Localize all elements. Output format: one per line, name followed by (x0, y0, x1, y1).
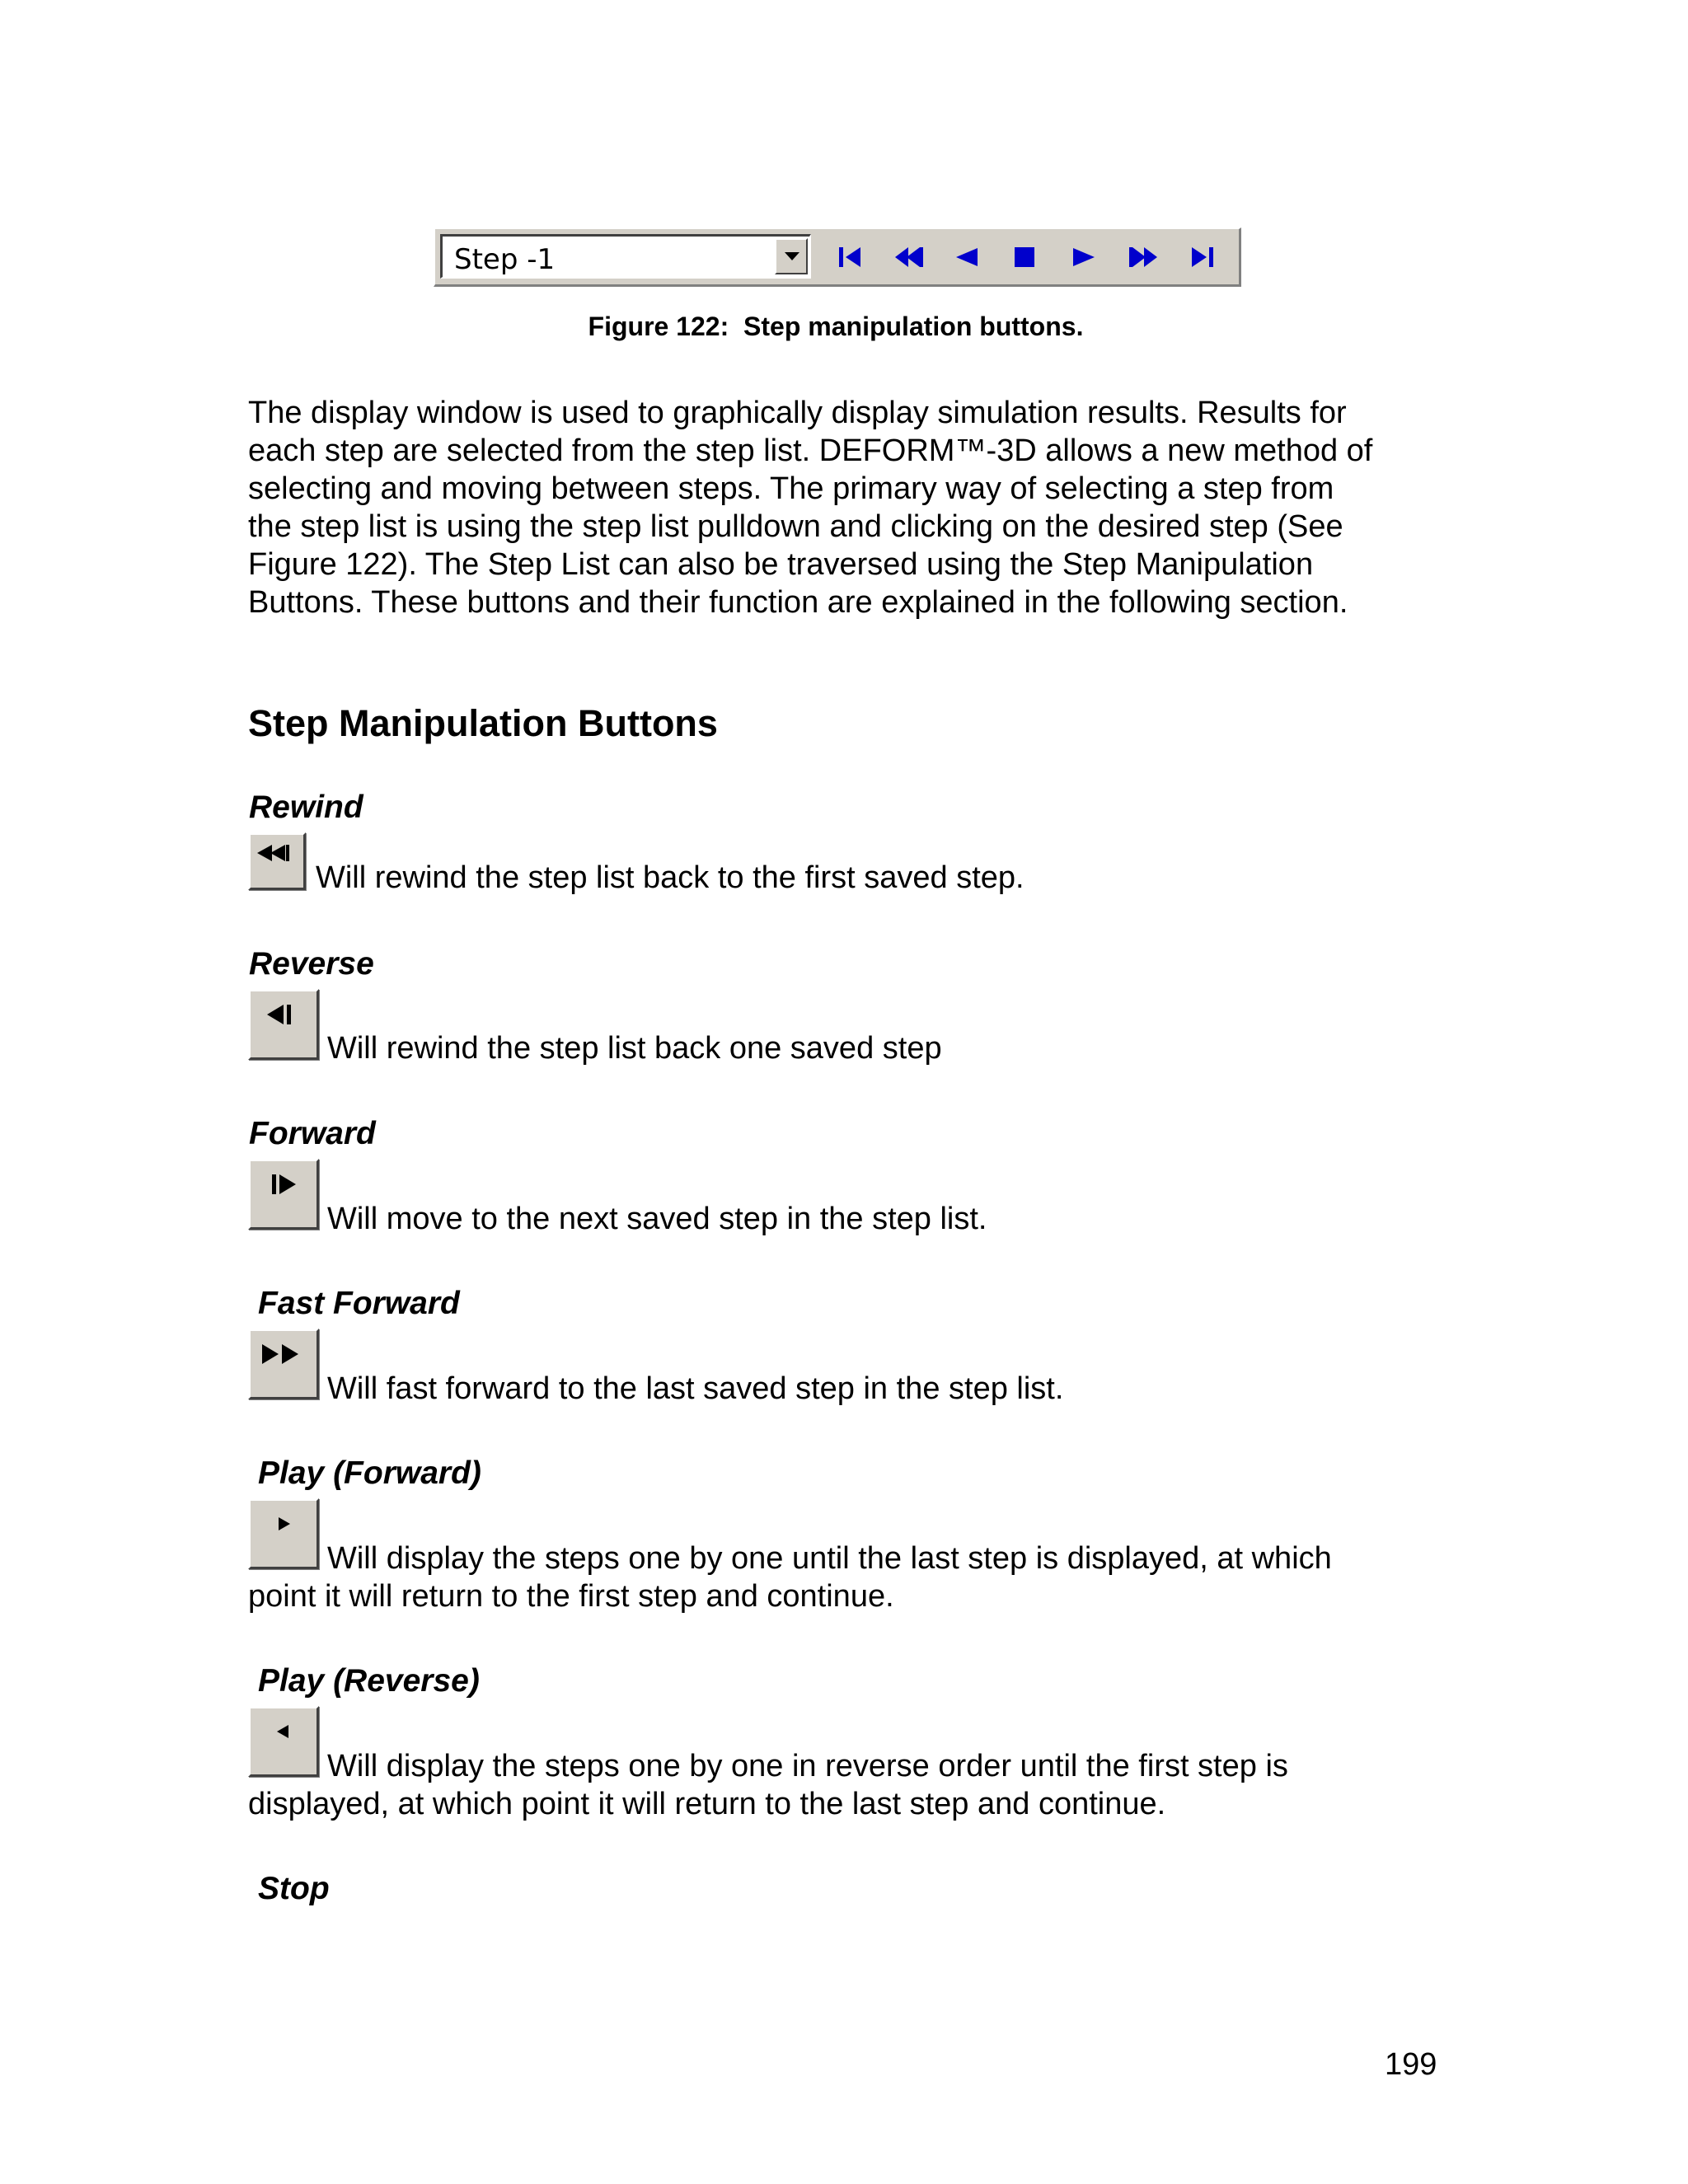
intro-line: Buttons. These buttons and their function are explained in the following section. (248, 585, 1348, 620)
intro-line: selecting and moving between steps. The primary way of selecting a step from (248, 471, 1334, 506)
fast-forward-text: Will fast forward to the last saved step in the step list. (327, 1371, 1064, 1406)
reverse-text: Will rewind the step list back one saved step (327, 1031, 942, 1066)
first-step-icon[interactable] (831, 241, 872, 274)
stop-title: Stop (258, 1871, 330, 1906)
chevron-down-icon[interactable] (775, 238, 808, 274)
figure-caption: Figure 122: Step manipulation buttons. (588, 312, 1084, 341)
play-forward-icon (248, 1498, 319, 1569)
intro-line: Figure 122). The Step List can also be traversed using the Step Manipulation (248, 547, 1314, 582)
play-reverse-icon[interactable] (946, 241, 987, 274)
fast-forward-icon (248, 1329, 319, 1399)
forward-title: Forward (249, 1116, 376, 1151)
intro-line: the step list is using the step list pulldown and clicking on the desired step (See (248, 509, 1343, 544)
section-heading: Step Manipulation Buttons (248, 702, 718, 744)
forward-text: Will move to the next saved step in the step list. (327, 1202, 987, 1236)
play-reverse-title: Play (Reverse) (258, 1663, 480, 1699)
play-forward-title: Play (Forward) (258, 1455, 481, 1491)
stop-icon[interactable] (1004, 241, 1045, 274)
step-list-value: Step -1 (454, 243, 556, 276)
fast-forward-title: Fast Forward (258, 1286, 460, 1321)
step-list-dropdown[interactable] (440, 234, 811, 279)
last-step-icon[interactable] (1182, 241, 1223, 274)
rewind-title: Rewind (249, 790, 363, 825)
rewind-icon[interactable] (889, 241, 930, 274)
play-reverse-text-line2: displayed, at which point it will return to the last step and continue. (248, 1787, 1166, 1821)
step-toolbar (434, 227, 1241, 287)
intro-paragraph (248, 394, 1468, 621)
play-reverse-text-line1: Will display the steps one by one in reverse order until the first step is (327, 1749, 1288, 1783)
step-back-icon (248, 989, 319, 1060)
play-forward-icon[interactable] (1063, 241, 1104, 274)
rewind-text: Will rewind the step list back to the first saved step. (316, 860, 1025, 895)
reverse-title: Reverse (249, 946, 374, 982)
intro-line: each step are selected from the step list. DEFORM™-3D allows a new method of (248, 434, 1373, 468)
step-forward-icon (248, 1159, 319, 1230)
intro-line: The display window is used to graphically display simulation results. Results for (248, 396, 1347, 430)
play-forward-text-line1: Will display the steps one by one until the last step is displayed, at which (327, 1541, 1332, 1576)
play-reverse-icon (248, 1706, 319, 1777)
play-forward-text-line2: point it will return to the first step and continue. (248, 1579, 894, 1614)
page-number: 199 (1385, 2047, 1437, 2082)
rewind-icon (248, 832, 306, 890)
fast-forward-icon[interactable] (1123, 241, 1164, 274)
